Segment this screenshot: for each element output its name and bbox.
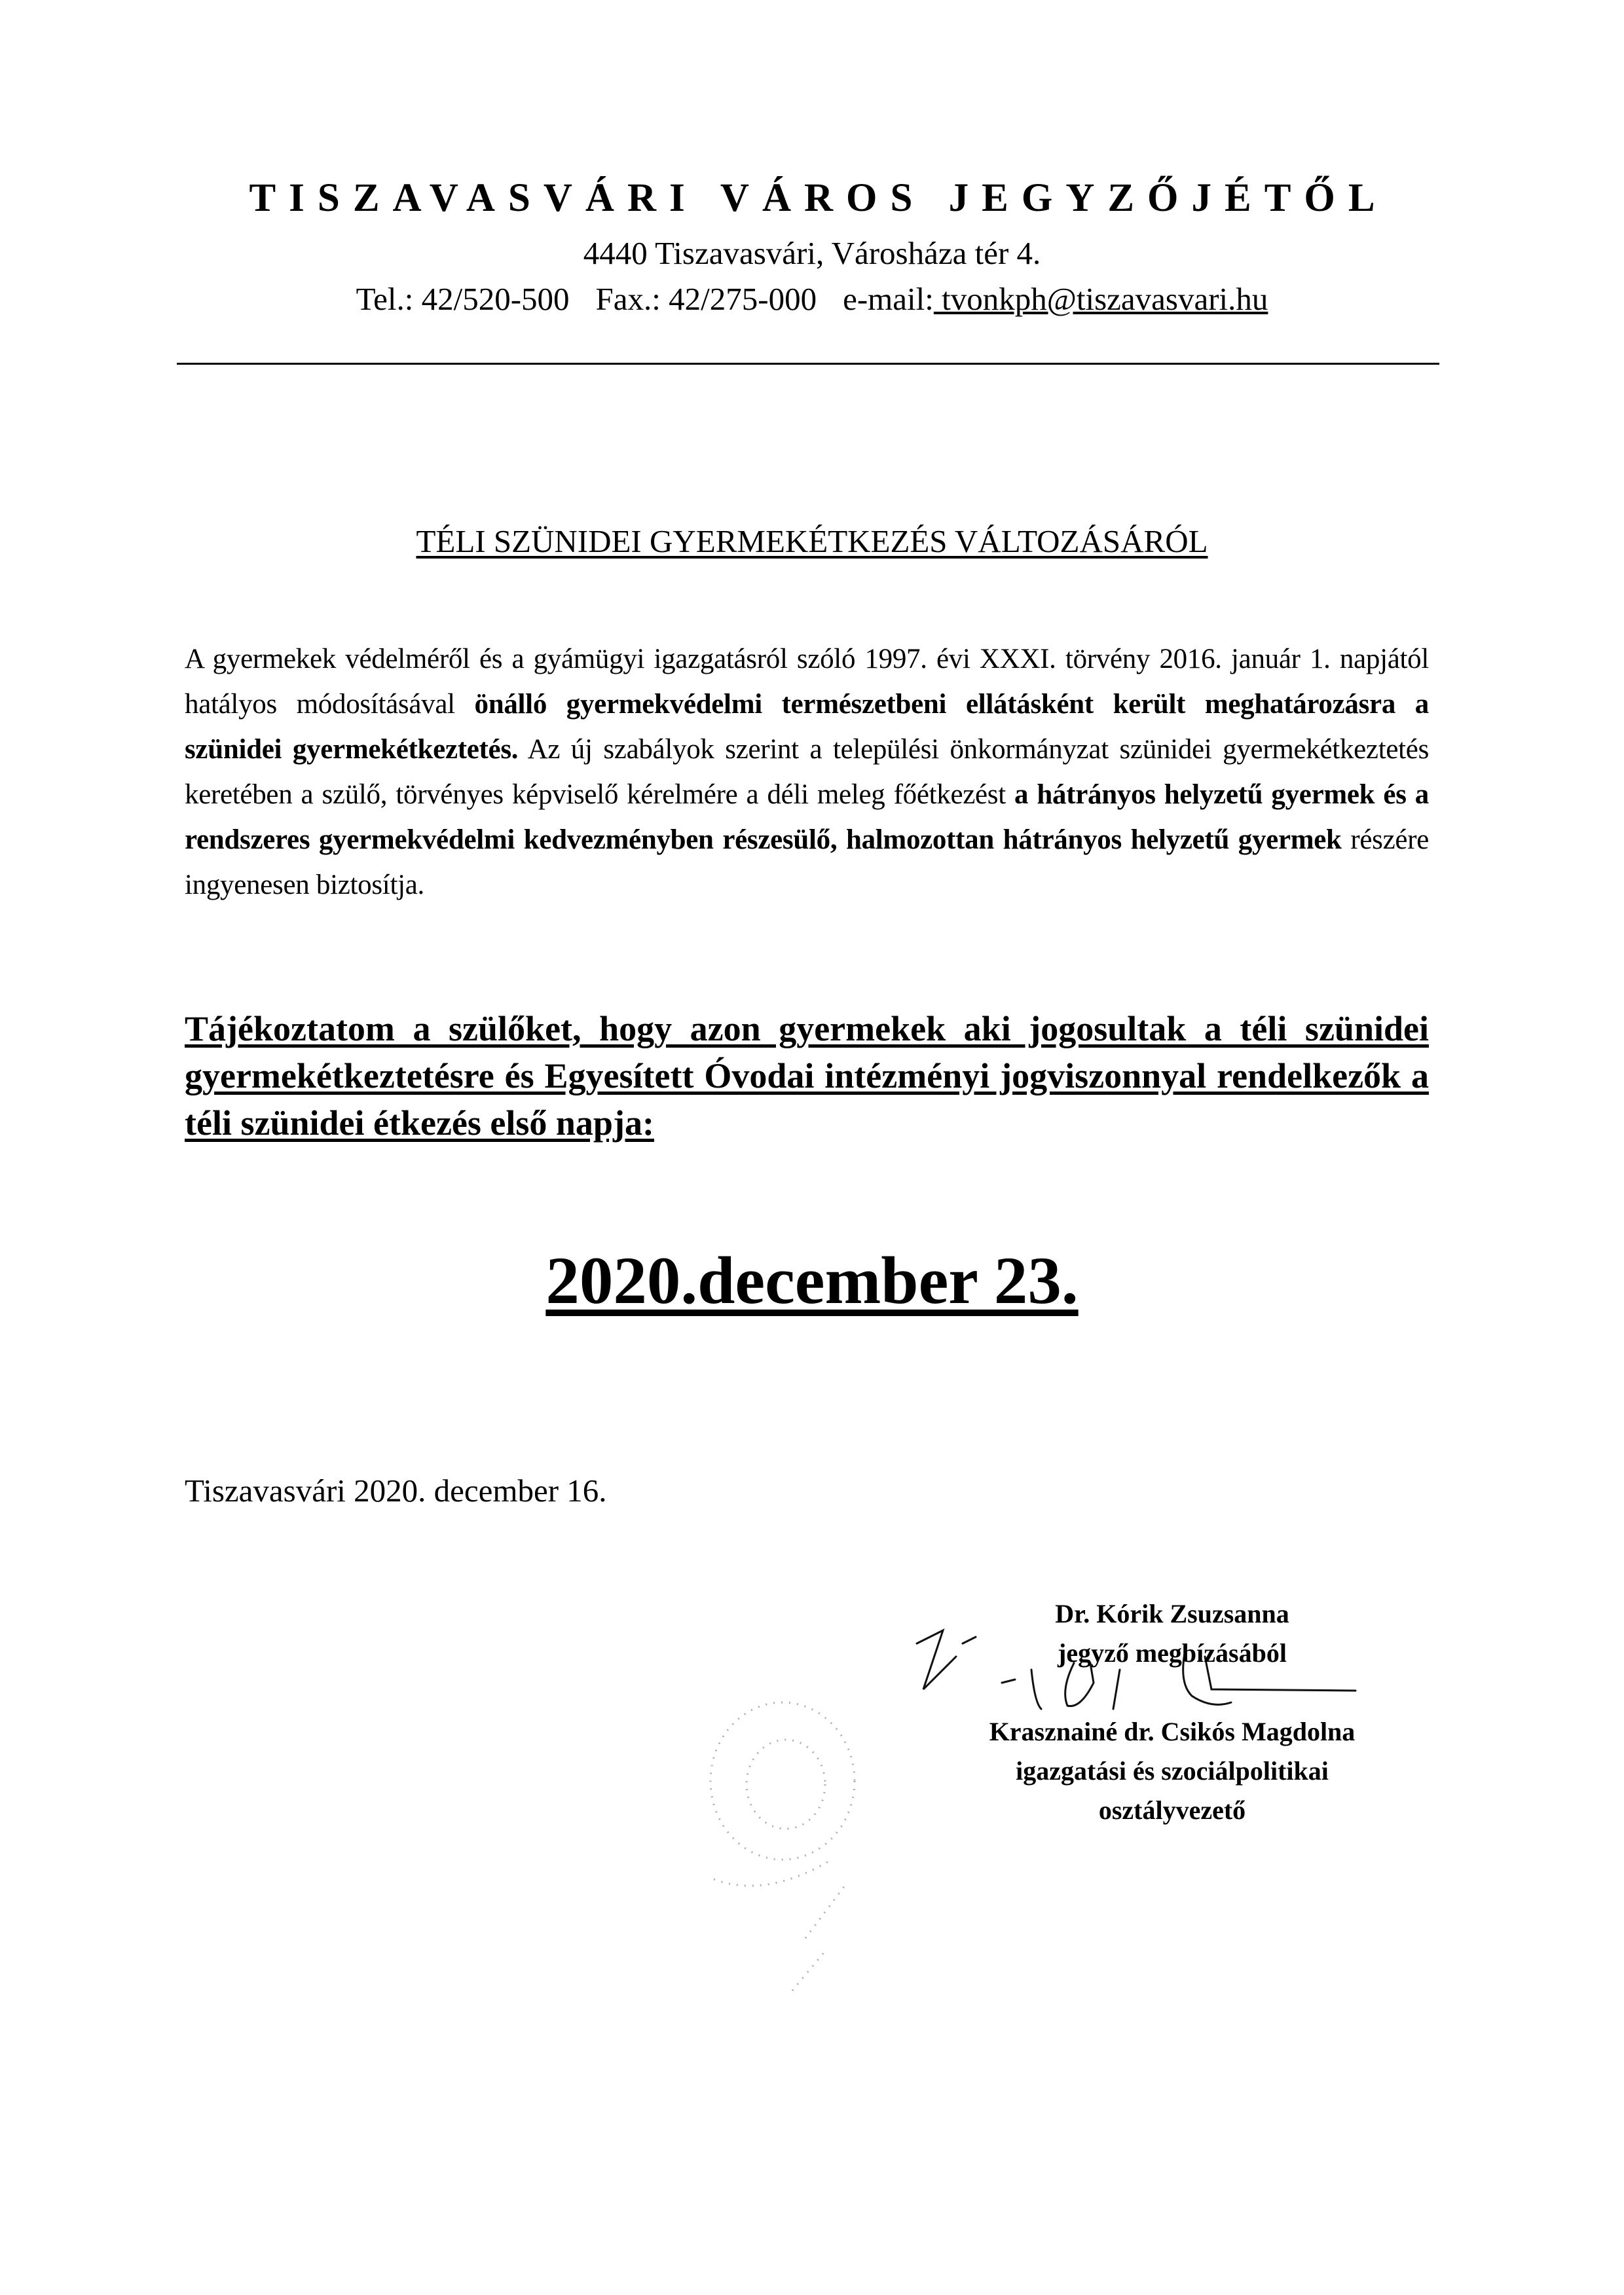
signature-block [891,1594,1454,1830]
official-stamp [674,1663,891,2004]
body-text: részére ingyenesen biztosítja. [185,824,1429,900]
signer-name: Dr. Kórik Zsuzsanna [1055,1599,1289,1628]
issuer-contact [0,283,1624,315]
signature-space [891,1673,1454,1712]
phone-number: Tel.: 42/520-500 [356,281,570,317]
body-text: Az új szabályok szerint a települési önkormányzat szünidei gyermekétkeztetés keretében a szülő, törvényes képviselő kérelmére a déli meleg főétkezést [185,734,1429,810]
body-emphasis: önálló gyermekvédelmi természetbeni ellátásként került meghatározásra a szünidei gyermekétkeztetés. [185,689,1429,765]
body-text: A gyermekek védelméről és a gyámügyi igazgatásról szóló 1997. évi XXXI. törvény 2016. január 1. napjától hatályos módosításával [185,644,1429,720]
email-link[interactable]: tvonkph@tiszavasvari.hu [933,281,1268,317]
signer-capacity: jegyző megbízásából [1058,1638,1287,1668]
signatory-role: igazgatási és szociálpolitikai [1016,1756,1329,1786]
fax-number: Fax.: 42/275-000 [595,281,817,317]
signatory-name: Krasznainé dr. Csikós Magdolna [989,1717,1356,1746]
issuer-title: TISZAVASVÁRI VÁROS JEGYZŐJÉTŐL [249,176,1388,220]
body-emphasis: a hátrányos helyzetű gyermek és a rendszeres gyermekvédelmi kedvezményben részesülő, halmozottan hátrányos helyzetű gyermek [185,779,1429,855]
notice-paragraph: Tájékoztatom a szülőket, hogy azon gyermekek aki jogosultak a téli szünidei gyermekétkeztetésre és Egyesített Óvodai intézményi jogviszonnyal rendelkezők a téli szünidei étkezés első napja: [185,1009,1429,1143]
issuer-address: 4440 Tiszavasvári, Városháza tér 4. [583,235,1041,271]
first-meal-date: 2020.december 23. [545,1243,1079,1318]
email-label: e-mail: [843,281,934,317]
document-title: TÉLI SZÜNIDEI GYERMEKÉTKEZÉS VÁLTOZÁSÁRÓL [416,523,1208,559]
body-paragraph [185,636,1429,908]
header-divider [177,363,1439,365]
place-and-date: Tiszavasvári 2020. december 16. [185,1473,607,1509]
signatory-position: osztályvezető [1098,1795,1246,1825]
